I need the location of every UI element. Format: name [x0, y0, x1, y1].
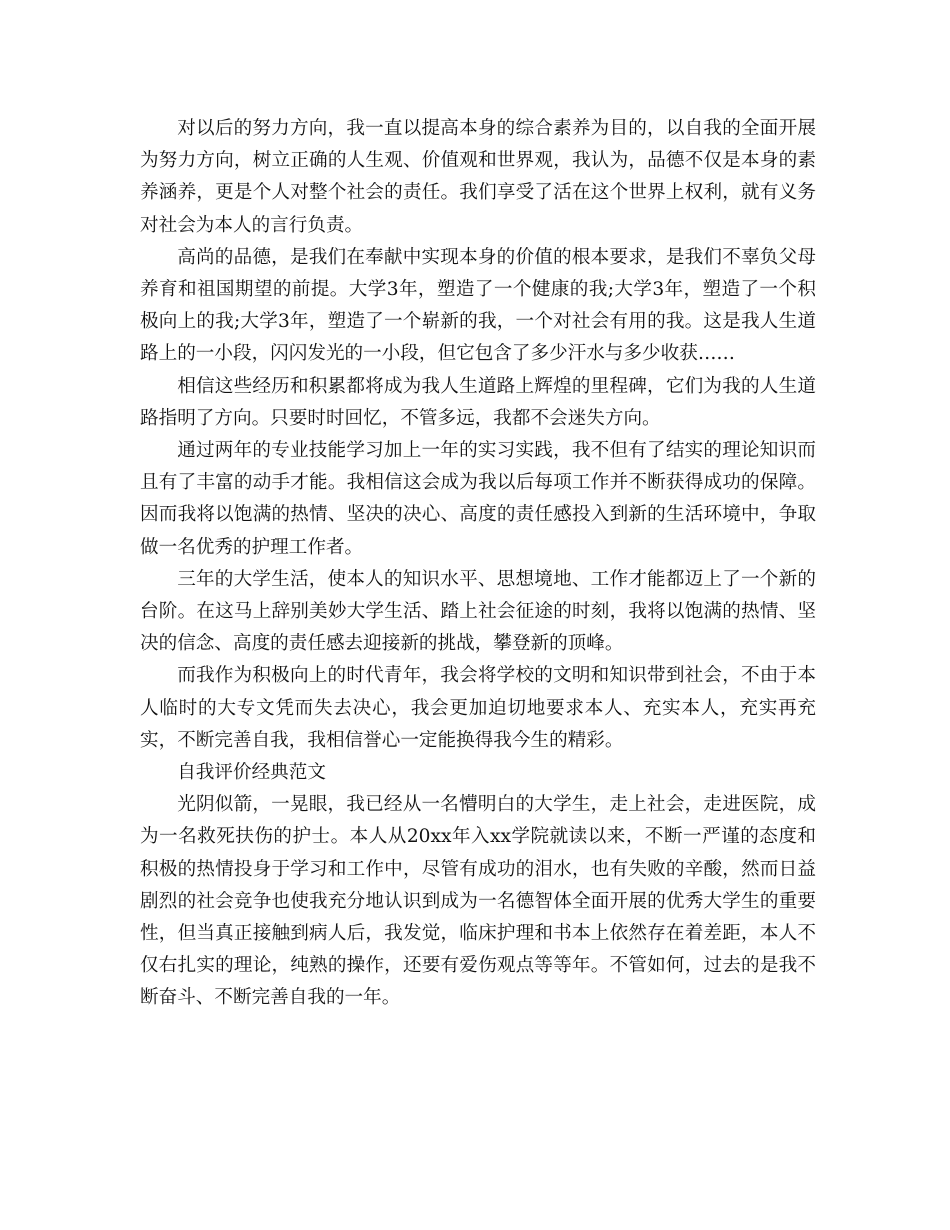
- paragraph-3: 相信这些经历和积累都将成为我人生道路上辉煌的里程碑，它们为我的人生道路指明了方向。只要时时回忆，不管多远，我都不会迷失方向。: [140, 375, 816, 429]
- document-body: [140, 113, 816, 1015]
- section-heading: 自我评价经典范文: [177, 762, 326, 784]
- paragraph-5: 三年的大学生活，使本人的知识水平、思想境地、工作才能都迈上了一个新的台阶。在这马上辞别美妙大学生活、踏上社会征途的时刻，我将以饱满的热情、坚决的信念、高度的责任感去迎接新的挑战，攀登新的顶峰。: [140, 568, 816, 655]
- paragraph-2: 高尚的品德，是我们在奉献中实现本身的价值的根本要求，是我们不辜负父母养育和祖国期望的前提。大学3年，塑造了一个健康的我;大学3年，塑造了一个积极向上的我;大学3年，塑造了一个崭新的我，一个对社会有用的我。这是我人生道路上的一小段，闪闪发光的一小段，但它包含了多少汗水与多少收获……: [140, 246, 816, 365]
- paragraph-1: 对以后的努力方向，我一直以提高本身的综合素养为目的，以自我的全面开展为努力方向，树立正确的人生观、价值观和世界观，我认为，品德不仅是本身的素养涵养，更是个人对整个社会的责任。我们享受了活在这个世界上权利，就有义务对社会为本人的言行负责。: [140, 118, 816, 236]
- paragraph-4: 通过两年的专业技能学习加上一年的实习实践，我不但有了结实的理论知识而且有了丰富的动手才能。我相信这会成为我以后每项工作并不断获得成功的保障。因而我将以饱满的热情、坚决的决心、高度的责任感投入到新的生活环境中，争取做一名优秀的护理工作者。: [140, 440, 816, 558]
- paragraph-6: 而我作为积极向上的时代青年，我会将学校的文明和知识带到社会，不由于本人临时的大专文凭而失去决心，我会更加迫切地要求本人、充实本人，充实再充实，不断完善自我，我相信誉心一定能换得我今生的精彩。: [140, 665, 816, 751]
- paragraph-7: 光阴似箭，一晃眼，我已经从一名懵明白的大学生，走上社会，走进医院，成为一名救死扶伤的护士。本人从20xx年入xx学院就读以来，不断一严谨的态度和积极的热情投身于学习和工作中，尽管有成功的泪水，也有失败的辛酸，然而日益剧烈的社会竞争也使我充分地认识到成为一名德智体全面开展的优秀大学生的重要性，但当真正接触到病人后，我发觉，临床护理和书本上依然存在着差距，本人不仅右扎实的理论，纯熟的操作，还要有爱伤观点等等年。不管如何，过去的是我不断奋斗、不断完善自我的一年。: [140, 794, 816, 1009]
